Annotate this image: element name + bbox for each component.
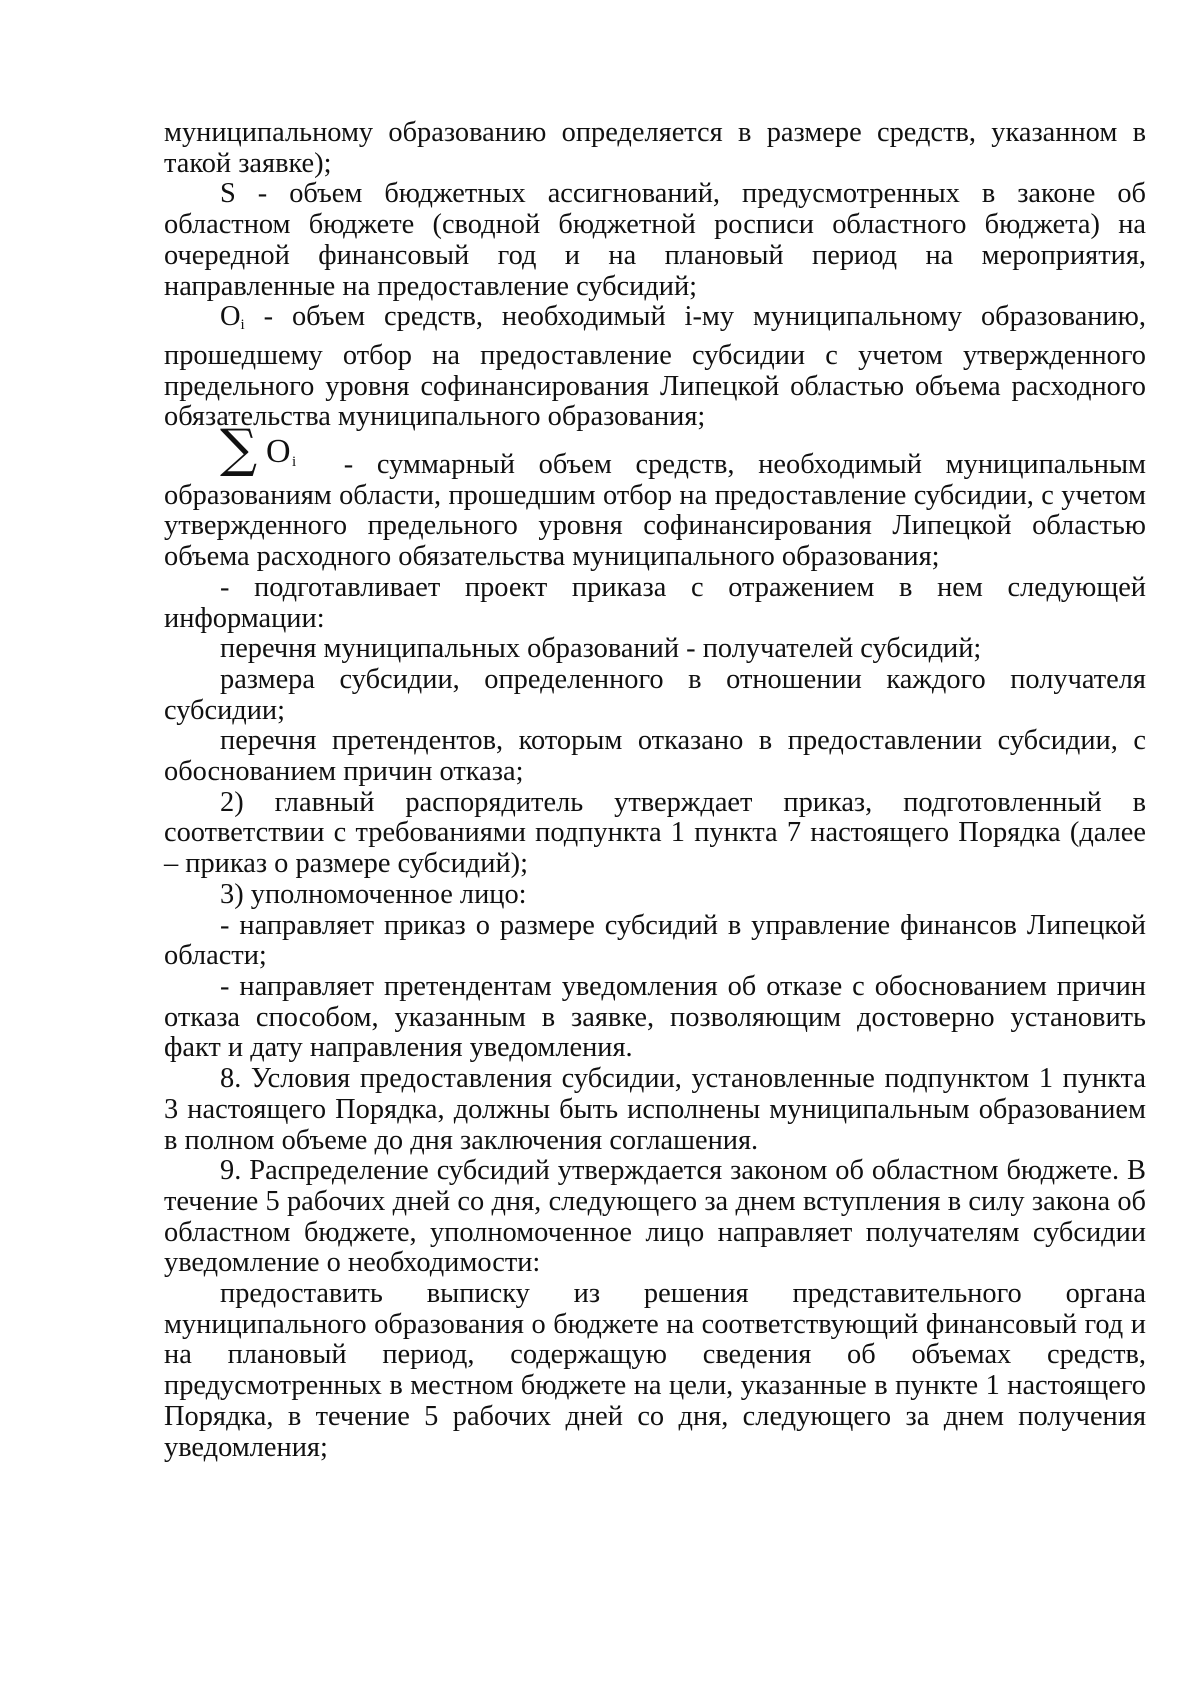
- paragraph-oi-definition: [164, 302, 1146, 433]
- paragraph-prepares-order: - подготавливает проект приказа с отражением в нем следующей информации:: [164, 571, 1146, 634]
- paragraph-s-definition: S - объем бюджетных ассигнований, предусмотренных в законе об областном бюджете (сводной бюджетной росписи областного бюджета) на очередной финансовый год и на плановый период на мероприятия, направленные на предоставление субсидий;: [164, 178, 1146, 302]
- sum-o-symbol: O: [266, 433, 291, 471]
- sum-o-subscript: i: [292, 454, 297, 471]
- sum-sign: ∑: [220, 419, 258, 480]
- paragraph-sum-oi-definition: [164, 419, 1146, 573]
- paragraph-item-3: 3) уполномоченное лицо:: [220, 878, 527, 910]
- paragraph-refused-applicants: перечня претендентов, которым отказано в предоставлении субсидии, с обоснованием причин отказа;: [164, 725, 1146, 788]
- document-page: [164, 118, 1146, 1463]
- paragraph-sends-refusals: - направляет претендентам уведомления об отказе с обоснованием причин отказа способом, указанным в заявке, позволяющим достоверно установить факт и дату направления уведомления.: [164, 970, 1146, 1064]
- oi-symbol: O: [220, 301, 241, 333]
- oi-definition-text: - объем средств, необходимый i-му муниципальному образованию, прошедшему отбор на предоставление субсидии с учетом утвержденного предельного уровня софинансирования Липецкой областью объема расходного обязательства муниципального образования;: [164, 301, 1146, 433]
- oi-subscript: i: [240, 317, 245, 334]
- paragraph-section-8: 8. Условия предоставления субсидии, установленные подпунктом 1 пункта 3 настоящего Порядка, должны быть исполнены муниципальным образованием в полном объеме до дня заключения соглашения.: [164, 1063, 1146, 1156]
- paragraph-continuation: муниципальному образованию определяется в размере средств, указанном в такой заявке);: [164, 117, 1146, 179]
- paragraph-list-municipalities: перечня муниципальных образований - получателей субсидий;: [220, 633, 982, 665]
- paragraph-item-2: 2) главный распорядитель утверждает приказ, подготовленный в соответствии с требованиями подпункта 1 пункта 7 настоящего Порядка (далее – приказ о размере субсидий);: [164, 786, 1146, 880]
- paragraph-section-9: 9. Распределение субсидий утверждается законом об областном бюджете. В течение 5 рабочих дней со дня, следующего за днем вступления в силу закона об областном бюджете, уполномоченное лицо направляет получателям субсидии уведомление о необходимости:: [164, 1155, 1146, 1279]
- paragraph-provide-extract: предоставить выписку из решения представительного органа муниципального образования о бюджете на соответствующий финансовый год и на плановый период, содержащую сведения об объемах средств, предусмотренных в местном бюджете на цели, указанные в пункте 1 настоящего Порядка, в течение 5 рабочих дней со дня, следующего за днем получения уведомления;: [164, 1278, 1146, 1463]
- paragraph-subsidy-size: размера субсидии, определенного в отношении каждого получателя субсидии;: [164, 663, 1146, 726]
- sum-formula: [220, 419, 320, 480]
- sum-definition-text: - суммарный объем средств, необходимый муниципальным образованиям области, прошедшим отбор на предоставление субсидии, с учетом утвержденного предельного уровня софинансирования Липецкой областью объема расходного обязательства муниципального образования;: [164, 449, 1146, 573]
- paragraph-sends-order: - направляет приказ о размере субсидий в управление финансов Липецкой области;: [164, 909, 1146, 972]
